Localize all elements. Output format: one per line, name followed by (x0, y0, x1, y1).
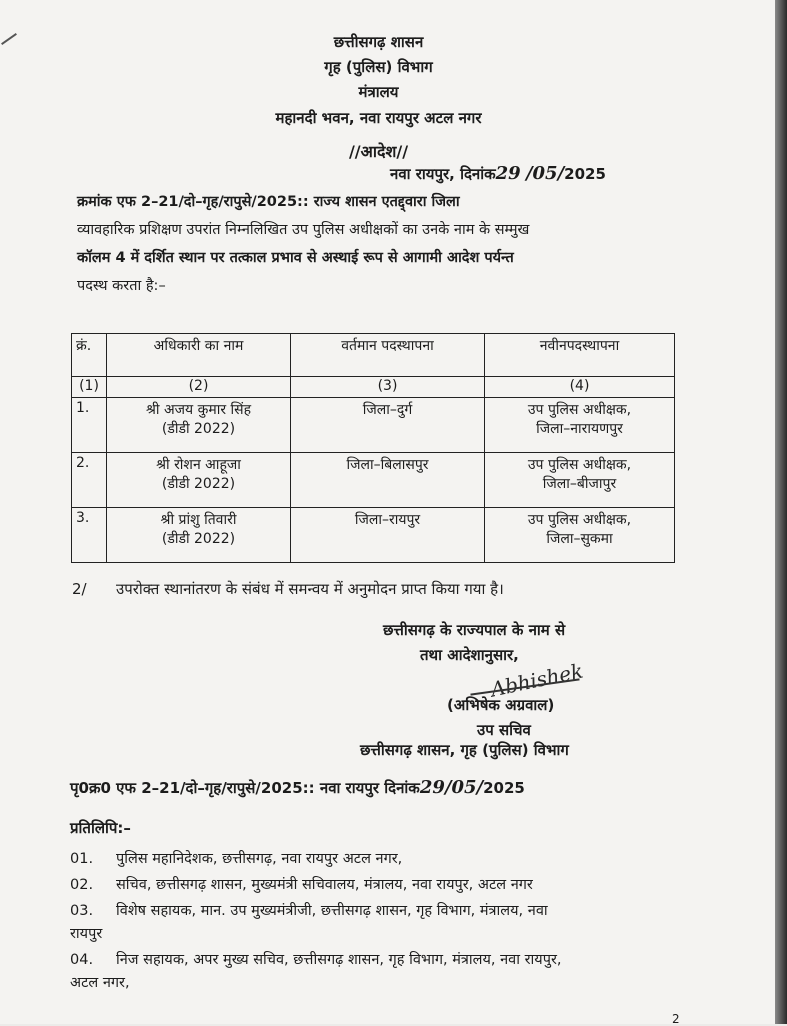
col-header-name: अधिकारी का नाम (107, 334, 291, 377)
order-date: नवा रायपुर, दिनांक29 /05/2025 (390, 163, 606, 184)
row-current: जिला–बिलासपुर (291, 453, 485, 508)
item-text: पुलिस महानिदेशक, छत्तीसगढ़, नवा रायपुर अटल नगर, (116, 851, 403, 867)
governor-line: छत्तीसगढ़ के राज्यपाल के नाम से (383, 621, 566, 639)
item-number: 04. (70, 952, 94, 968)
item-text: सचिव, छत्तीसगढ़ शासन, मुख्यमंत्री सचिवालय, मंत्रालय, नवा रायपुर, अटल नगर (116, 877, 533, 893)
list-item (70, 900, 670, 946)
signatory-department: छत्तीसगढ़ शासन, गृह (पुलिस) विभाग (360, 741, 569, 759)
item-number: 02. (70, 877, 94, 893)
row-name-cell (107, 508, 291, 563)
date-year: 2025 (564, 165, 606, 183)
col-number: (2) (107, 377, 291, 398)
row-name-cell (107, 398, 291, 453)
handwritten-signature: Abhishek (488, 658, 586, 702)
new-place: जिला–नारायणपुर (536, 421, 623, 437)
col-number: (3) (291, 377, 485, 398)
new-post: उप पुलिस अधीक्षक, (527, 402, 632, 418)
paragraph-number: 2/ (72, 580, 87, 598)
paragraph-line: कॉलम 4 में दर्शित स्थान पर तत्काल प्रभाव से अस्थाई रूप से आगामी आदेश पर्यन्त (77, 250, 514, 266)
item-number: 03. (70, 903, 94, 919)
endorsement-day: 29 (419, 777, 445, 798)
col-header-new: नवीनपदस्थापना (485, 334, 675, 377)
page-edge (775, 0, 787, 1024)
row-new-cell (485, 508, 675, 563)
row-current: जिला–रायपुर (291, 508, 485, 563)
new-post: उप पुलिस अधीक्षक, (527, 512, 632, 528)
row-sno: 3. (72, 508, 107, 563)
date-month: 05 (532, 163, 558, 184)
row-name-cell (107, 453, 291, 508)
paragraph-line: पदस्थ करता है:– (77, 278, 166, 294)
item-text: निज सहायक, अपर मुख्य सचिव, छत्तीसगढ़ शासन, गृह विभाग, मंत्रालय, नवा रायपुर, (116, 952, 562, 968)
officer-batch: (डीडी 2022) (161, 476, 236, 492)
item-number: 01. (70, 851, 94, 867)
endorsement-month: 05 (451, 777, 477, 798)
new-post: उप पुलिस अधीक्षक, (527, 457, 632, 473)
endorsement-line: पृ0क्र0 एफ 2–21/दो–गृह/रापुसे/2025:: नवा रायपुर दिनांक29/05/2025 (70, 777, 525, 798)
posting-table (71, 333, 675, 563)
paragraph-line: क्रमांक एफ 2–21/दो–गृह/रापुसे/2025:: राज्य शासन एतद्द्वारा जिला (77, 194, 460, 210)
table-row (72, 453, 675, 508)
row-sno: 1. (72, 398, 107, 453)
table-row (72, 508, 675, 563)
endorsement-prefix: पृ0क्र0 एफ 2–21/दो–गृह/रापुसे/2025:: नवा रायपुर दिनांक (70, 779, 420, 797)
officer-name: श्री अजय कुमार सिंह (145, 402, 252, 418)
row-current: जिला–दुर्ग (291, 398, 485, 453)
new-place: जिला–बीजापुर (542, 476, 617, 492)
officer-name: श्री रोशन आहूजा (156, 457, 241, 473)
signatory-designation: उप सचिव (477, 721, 531, 739)
item-text-cont: अटल नगर, (70, 975, 130, 991)
list-item (70, 949, 670, 995)
approval-paragraph (72, 579, 504, 599)
order-line: तथा आदेशानुसार, (420, 646, 519, 664)
order-title: //आदेश// (348, 142, 409, 161)
item-text: विशेष सहायक, मान. उप मुख्यमंत्रीजी, छत्तीसगढ़ शासन, गृह विभाग, मंत्रालय, नवा (116, 903, 548, 919)
col-number: (1) (72, 377, 107, 398)
date-prefix: नवा रायपुर, दिनांक (390, 165, 496, 183)
approval-text: उपरोक्त स्थानांतरण के संबंध में समन्वय में अनुमोदन प्राप्त किया गया है। (116, 580, 504, 598)
officer-name: श्री प्रांशु तिवारी (160, 512, 237, 528)
col-header-current: वर्तमान पदस्थापना (291, 334, 485, 377)
endorsement-year: 2025 (483, 779, 525, 797)
table-row (72, 398, 675, 453)
col-header-sno: क्रं. (72, 334, 107, 377)
paragraph-line: व्यावहारिक प्रशिक्षण उपरांत निम्नलिखित उप पुलिस अधीक्षकों का उनके नाम के सम्मुख (77, 222, 530, 238)
item-text-cont: रायपुर (70, 926, 103, 942)
header-department: गृह (पुलिस) विभाग (324, 58, 433, 76)
order-paragraph (77, 188, 670, 300)
officer-batch: (डीडी 2022) (161, 421, 236, 437)
date-day: 29 (495, 163, 521, 184)
header-government: छत्तीसगढ़ शासन (333, 33, 424, 51)
header-ministry: मंत्रालय (358, 83, 399, 101)
list-item (70, 848, 670, 871)
header-address: महानदी भवन, नवा रायपुर अटल नगर (275, 109, 482, 127)
row-new-cell (485, 453, 675, 508)
row-new-cell (485, 398, 675, 453)
row-sno: 2. (72, 453, 107, 508)
col-number: (4) (485, 377, 675, 398)
new-place: जिला–सुकमा (546, 531, 613, 547)
copy-list (70, 848, 670, 998)
copy-title: प्रतिलिपि:– (70, 819, 131, 837)
page-number: 2 (672, 1012, 680, 1026)
officer-batch: (डीडी 2022) (161, 531, 236, 547)
signatory-name: (अभिषेक अग्रवाल) (447, 696, 555, 714)
list-item (70, 874, 670, 897)
